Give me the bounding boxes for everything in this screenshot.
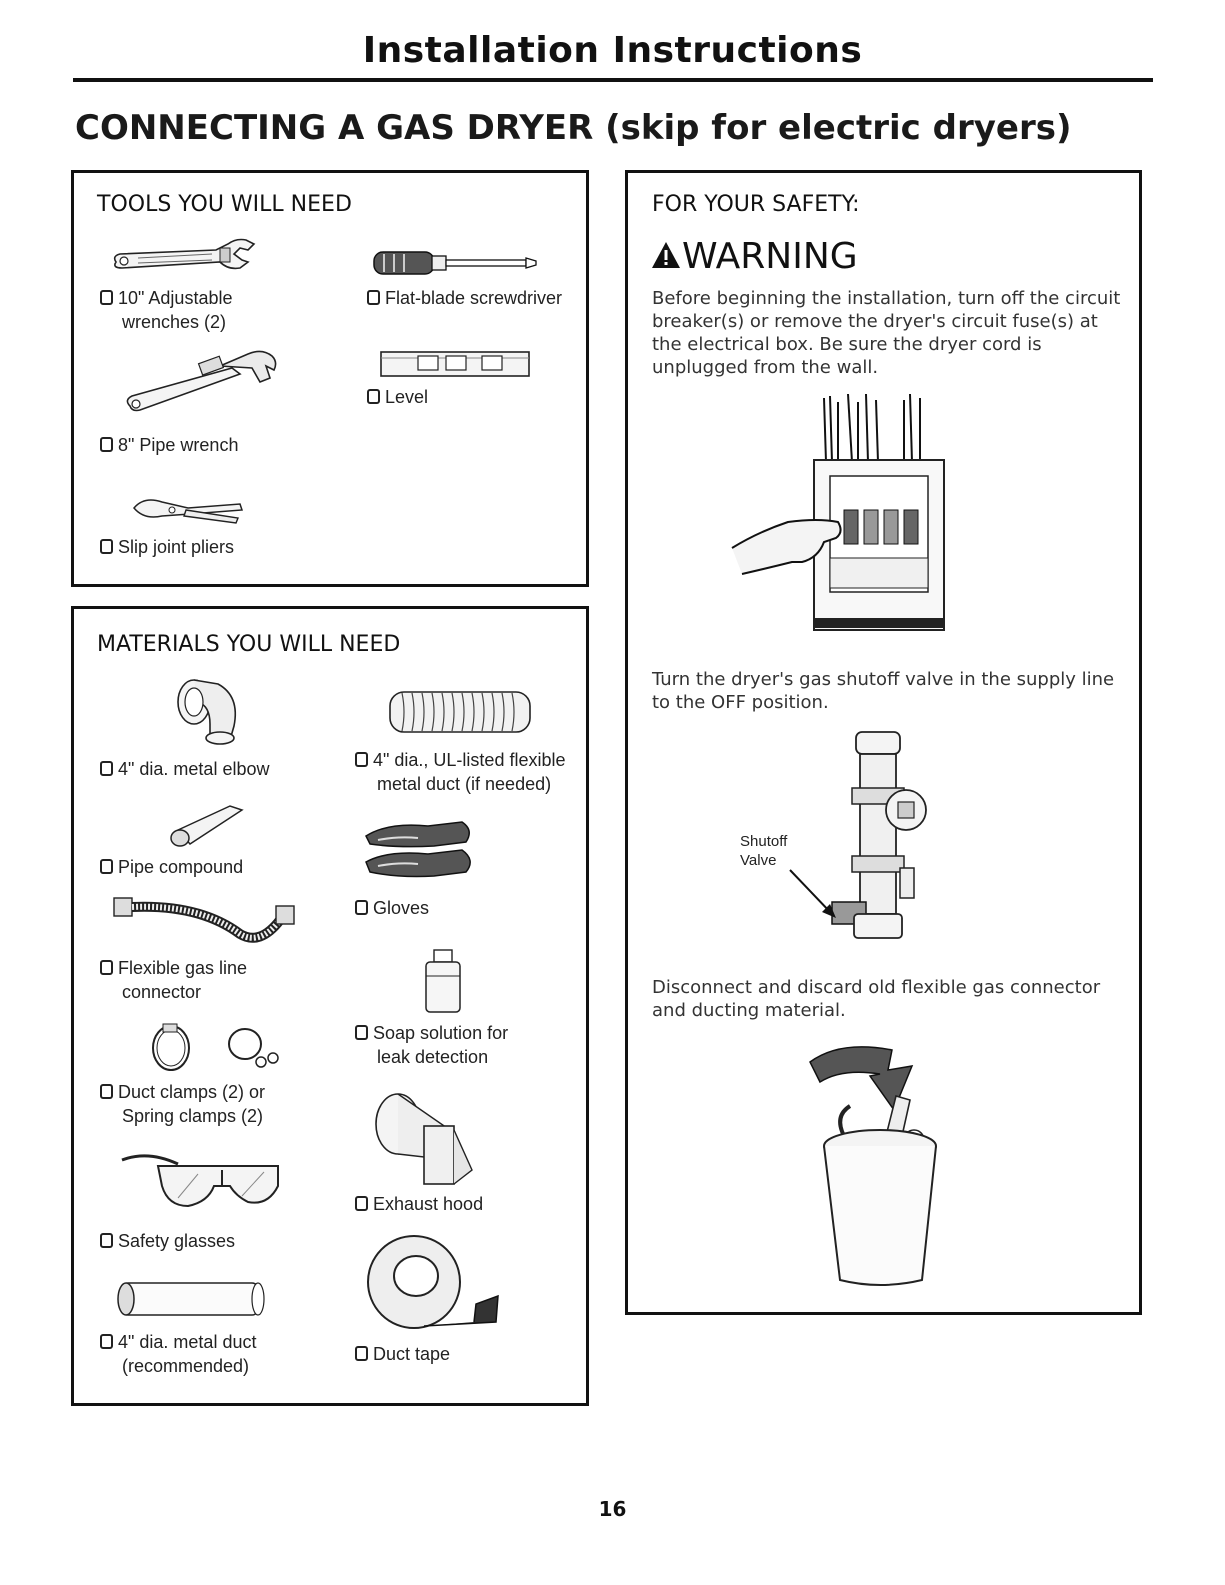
pipe-compound-tube-icon xyxy=(160,800,250,850)
checkbox-icon xyxy=(355,1196,368,1211)
safety-paragraph-gas-valve: Turn the dryer's gas shutoff valve in the supply line to the OFF position. xyxy=(652,669,1115,713)
gloves-icon xyxy=(358,816,478,892)
page-header-title: Installation Instructions xyxy=(362,30,863,71)
safety-box-title: FOR YOUR SAFETY: xyxy=(652,192,860,217)
checkbox-icon xyxy=(100,761,113,776)
section-title: CONNECTING A GAS DRYER (skip for electric dryers) xyxy=(75,108,1072,148)
tool-item-adjustable-wrench: 10" Adjustable wrenches (2) xyxy=(100,286,232,334)
material-item-flex-duct: 4" dia., UL-listed flexible metal duct (if needed) xyxy=(355,748,565,796)
checkbox-icon xyxy=(100,437,113,452)
tool-item-level: Level xyxy=(367,385,428,409)
safety-glasses-icon xyxy=(118,1146,288,1216)
clamps-icon xyxy=(145,1022,285,1076)
checkbox-icon xyxy=(100,960,113,975)
materials-box-title: MATERIALS YOU WILL NEED xyxy=(97,632,401,657)
material-item-elbow: 4" dia. metal elbow xyxy=(100,757,269,781)
header-divider xyxy=(73,78,1153,82)
material-item-safety-glasses: Safety glasses xyxy=(100,1229,235,1253)
tools-box-title: TOOLS YOU WILL NEED xyxy=(97,192,352,217)
checkbox-icon xyxy=(367,290,380,305)
warning-triangle-icon xyxy=(650,240,682,270)
checkbox-icon xyxy=(355,752,368,767)
checkbox-icon xyxy=(100,290,113,305)
screwdriver-icon xyxy=(370,248,540,278)
level-icon xyxy=(378,344,533,384)
material-item-pipe-compound: Pipe compound xyxy=(100,855,243,879)
checkbox-icon xyxy=(355,1025,368,1040)
material-item-clamps: Duct clamps (2) or Spring clamps (2) xyxy=(100,1080,265,1128)
exhaust-hood-icon xyxy=(368,1090,478,1190)
checkbox-icon xyxy=(367,389,380,404)
adjustable-wrench-icon xyxy=(108,232,258,280)
tool-item-pipe-wrench: 8" Pipe wrench xyxy=(100,433,238,457)
material-item-gloves: Gloves xyxy=(355,896,429,920)
flexible-duct-icon xyxy=(380,688,540,738)
shutoff-valve-callout: Shutoff Valve xyxy=(740,833,788,869)
checkbox-icon xyxy=(355,1346,368,1361)
duct-tape-icon xyxy=(364,1232,504,1332)
checkbox-icon xyxy=(355,900,368,915)
checkbox-icon xyxy=(100,1233,113,1248)
tool-item-screwdriver: Flat-blade screwdriver xyxy=(367,286,562,310)
breaker-box-icon xyxy=(728,392,953,632)
checkbox-icon xyxy=(100,1334,113,1349)
safety-paragraph-breaker: Before beginning the installation, turn off the circuit breaker(s) or remove the dryer's circuit fuse(s) at the electrical box. Be sure the dryer cord is unplugged from the wall. xyxy=(652,288,1121,378)
material-item-soap: Soap solution for leak detection xyxy=(355,1021,508,1069)
tool-item-pliers: Slip joint pliers xyxy=(100,535,234,559)
checkbox-icon xyxy=(100,1084,113,1099)
callout-arrow-icon xyxy=(784,866,844,926)
material-item-duct-tape: Duct tape xyxy=(355,1342,450,1366)
pipe-wrench-icon xyxy=(120,340,285,420)
trash-can-icon xyxy=(800,1036,960,1296)
checkbox-icon xyxy=(100,859,113,874)
material-item-exhaust-hood: Exhaust hood xyxy=(355,1192,483,1216)
pliers-icon xyxy=(128,492,248,526)
duct-elbow-icon xyxy=(170,676,250,748)
material-item-metal-duct: 4" dia. metal duct (recommended) xyxy=(100,1330,256,1378)
page-number: 16 xyxy=(598,1497,627,1521)
warning-heading: WARNING xyxy=(650,236,858,277)
checkbox-icon xyxy=(100,539,113,554)
material-item-gas-connector: Flexible gas line connector xyxy=(100,956,247,1004)
soap-bottle-icon xyxy=(418,946,468,1016)
safety-paragraph-discard: Disconnect and discard old flexible gas connector and ducting material. xyxy=(652,977,1101,1021)
metal-duct-icon xyxy=(110,1277,270,1323)
gas-line-connector-icon xyxy=(110,894,300,952)
